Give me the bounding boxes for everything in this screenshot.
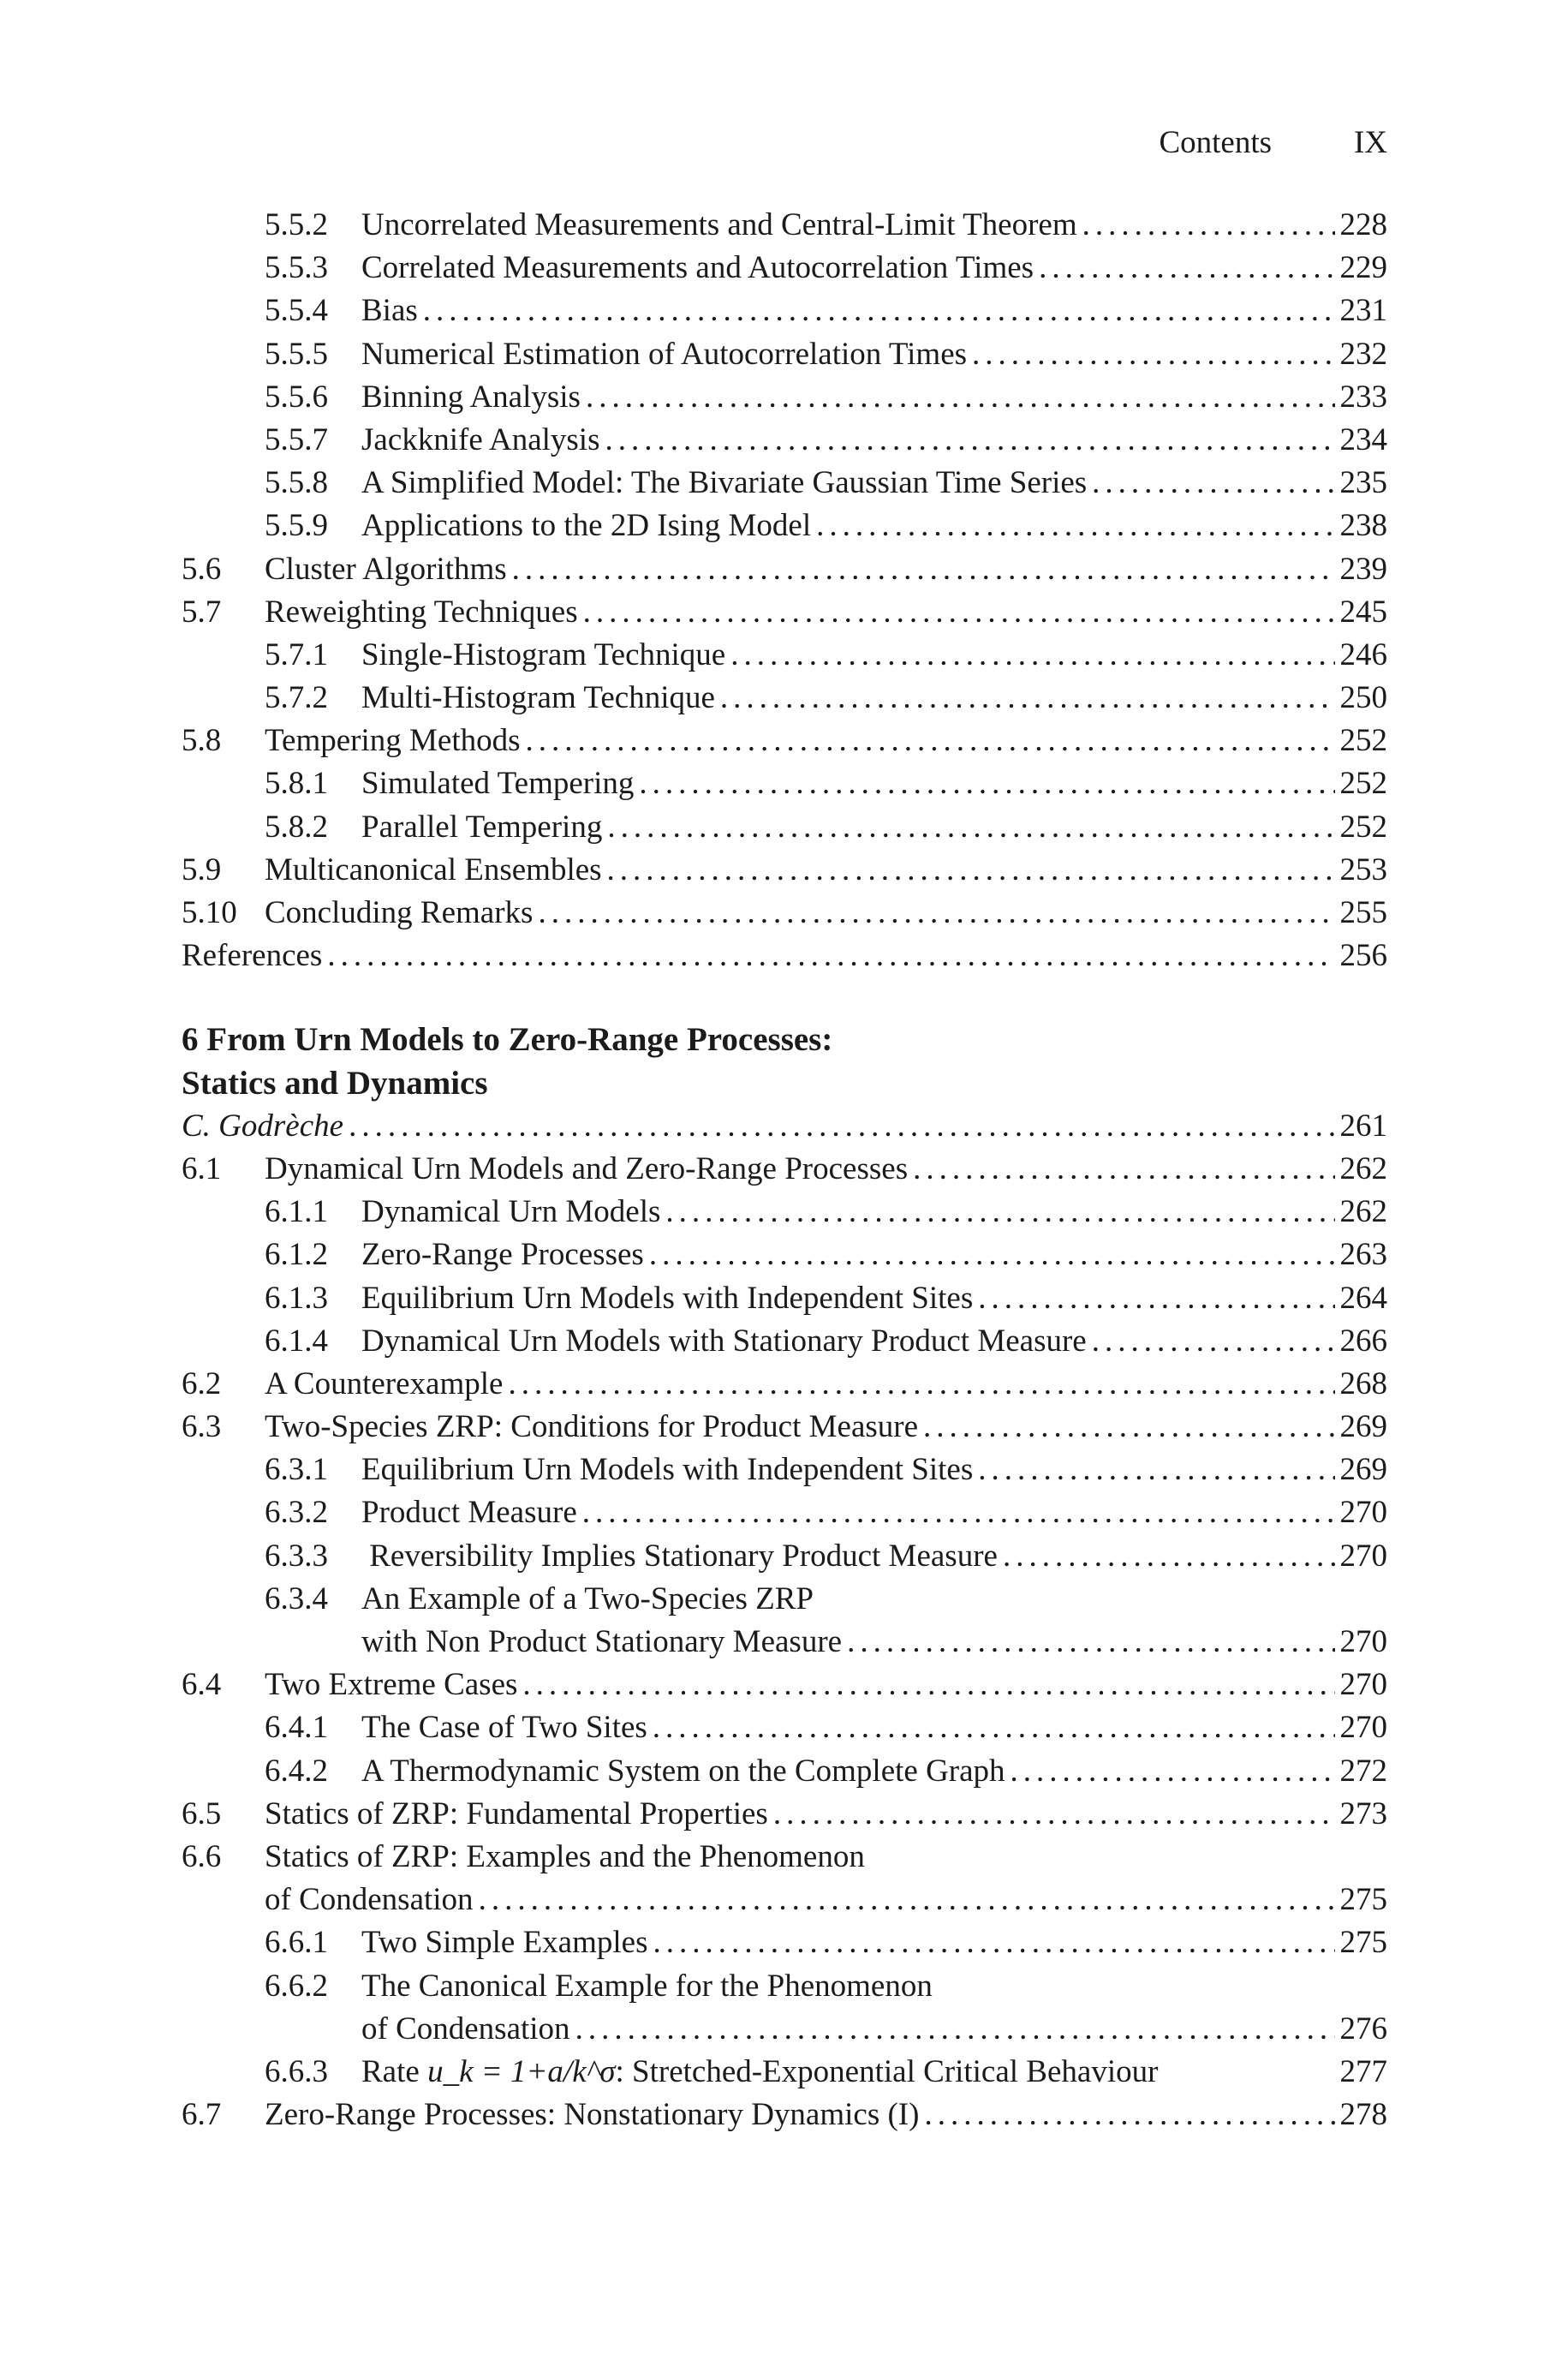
dot-leader [1092,462,1334,505]
toc-entry-title: Tempering Methods [265,723,521,759]
running-header [1028,124,1387,167]
toc-entry-title: Multicanonical Ensembles [265,851,602,887]
dot-leader [913,1148,1334,1191]
toc-entry[interactable] [182,505,1387,547]
toc-entry-page: 255 [1339,895,1387,930]
toc-entry-title: The Canonical Example for the Phenomenon [361,1968,933,2004]
toc-entry-number: 6.3 [182,1409,222,1445]
toc-entry-number: 6.5 [182,1795,222,1831]
toc-entry-number: 6.2 [182,1365,222,1401]
toc-entry-page: 275 [1339,1925,1387,1961]
dot-leader [847,1621,1334,1664]
toc-entry[interactable] [182,333,1387,376]
toc-entry-references[interactable] [182,935,1387,977]
toc-entry-number: 5.5.2 [265,207,328,242]
chapter-spacer [182,977,1387,1019]
toc-entry[interactable] [182,247,1387,290]
toc-entry-page: 233 [1339,379,1387,415]
dot-leader [653,1921,1334,1964]
dot-leader [1039,247,1334,290]
toc-entry[interactable] [182,1965,1387,2008]
toc-entry-page: 262 [1339,1150,1387,1186]
toc-entry-number: 5.10 [182,895,237,930]
toc-entry-number: 6.1 [182,1150,222,1186]
toc-entry[interactable] [182,892,1387,935]
dot-leader [720,677,1335,720]
toc-entry-number: 6.1.4 [265,1323,328,1359]
toc-entry-page: 262 [1339,1194,1387,1230]
toc-entry-title: Dynamical Urn Models [361,1194,661,1230]
chapter-author-entry[interactable] [182,1105,1387,1148]
toc-entry-title: Statics of ZRP: Fundamental Properties [265,1795,768,1831]
toc-entry-number: 5.8 [182,723,222,759]
toc-entry-page: 270 [1339,1495,1387,1531]
toc-entry-page: 235 [1339,465,1387,501]
toc-entry-number: 5.5.8 [265,465,328,501]
dot-leader [730,634,1334,677]
toc-entry-number: 6.4.1 [265,1710,328,1746]
toc-entry-page: 269 [1339,1452,1387,1488]
toc-entry-page: 270 [1339,1710,1387,1746]
dot-leader [1011,1750,1335,1793]
toc-entry[interactable] [182,591,1387,634]
dot-leader [816,505,1334,547]
toc-entry[interactable] [182,806,1387,849]
toc-entry-page: 266 [1339,1323,1387,1359]
toc-entry-title [361,2051,1158,2094]
toc-entry-page: 276 [1339,2011,1387,2046]
toc-entry-number: 5.5.4 [265,293,328,329]
toc-entry-title: Multi-Histogram Technique [361,680,715,716]
toc-entry-number: 6.6.3 [265,2053,328,2089]
toc-entry-number: 6.4 [182,1667,222,1703]
toc-entry-page: 252 [1339,809,1387,845]
toc-entry-page: 245 [1339,594,1387,630]
toc-entry-page: 269 [1339,1409,1387,1445]
toc-entry-number: 5.7.1 [265,636,328,672]
header-page-number: IX [1353,125,1387,160]
toc-entry[interactable] [182,1793,1387,1836]
toc-entry[interactable] [182,2094,1387,2136]
dot-leader [978,1449,1334,1491]
toc-entry-number: 5.6 [182,551,222,587]
toc-entry-title: Cluster Algorithms [265,551,507,587]
toc-entry[interactable] [182,720,1387,762]
toc-entry-page: 250 [1339,680,1387,716]
toc-entry-title: Dynamical Urn Models and Zero-Range Processes [265,1150,909,1186]
toc-entry[interactable] [182,1921,1387,1964]
toc-entry-continuation[interactable] [182,1879,1387,1921]
toc-entry-number: 5.9 [182,851,222,887]
toc-entry-number: 5.5.6 [265,379,328,415]
toc-entry[interactable] [182,1578,1387,1621]
toc-entry-title-continued: of Condensation [361,2011,570,2046]
toc-entry-number: 6.3.1 [265,1452,328,1488]
toc-entry-number: 6.1.2 [265,1237,328,1273]
chapter-author: C. Godrèche [182,1108,344,1144]
toc-entry-title: Bias [361,293,418,329]
toc-entry[interactable] [182,419,1387,462]
dot-leader [327,935,1334,977]
toc-entry[interactable] [182,2051,1387,2094]
toc-entry-title: Zero-Range Processes: Nonstationary Dynamics (I) [265,2097,920,2133]
dot-leader [978,1277,1334,1320]
toc-entry[interactable] [182,1277,1387,1320]
toc-entry-title: Jackknife Analysis [361,421,600,457]
toc-entry[interactable] [182,1234,1387,1276]
toc-entry-title: Reweighting Techniques [265,594,578,630]
dot-leader [586,376,1335,419]
dot-leader [508,1363,1334,1406]
toc-entry-page: 272 [1339,1753,1387,1789]
toc-entry-page: 264 [1339,1280,1387,1316]
toc-entry-title: References [182,938,323,974]
dot-leader [649,1234,1335,1276]
toc-entry-title: Two-Species ZRP: Conditions for Product Measure [265,1409,919,1445]
toc-entry[interactable] [182,634,1387,677]
dot-leader [1082,204,1335,247]
toc-entry[interactable] [182,290,1387,332]
toc-entry-page: 238 [1339,508,1387,544]
toc-entry-page: 256 [1339,938,1387,974]
dot-leader [575,2008,1335,2051]
toc-entry-title: A Counterexample [265,1365,504,1401]
toc-entry[interactable] [182,1191,1387,1234]
toc-entry-number: 6.1.1 [265,1194,328,1230]
toc-entry[interactable] [182,1664,1387,1706]
toc-entry-page: 229 [1339,250,1387,286]
rate-formula: u_k = 1+a/k^σ [427,2053,616,2089]
toc-entry-number: 5.8.2 [265,809,328,845]
dot-leader [605,419,1334,462]
toc-entry-number: 6.7 [182,2097,222,2133]
chapter-title-line-2[interactable]: Statics and Dynamics [182,1064,488,1102]
toc-entry-title: A Thermodynamic System on the Complete Graph [361,1753,1005,1789]
toc-entry[interactable] [182,1535,1387,1578]
dot-leader [923,1406,1334,1449]
toc-entry[interactable] [182,677,1387,720]
toc-entry-title: Zero-Range Processes [361,1237,644,1273]
toc-entry-title: Equilibrium Urn Models with Independent Sites [361,1452,974,1488]
toc-entry-page: 270 [1339,1538,1387,1574]
toc-entry[interactable] [182,1449,1387,1491]
toc-entry-page: 278 [1339,2097,1387,2133]
toc-entry[interactable] [182,1406,1387,1449]
toc-entry-title: A Simplified Model: The Bivariate Gaussian Time Series [361,465,1088,501]
toc-entry-number: 5.5.7 [265,421,328,457]
toc-entry-title: Uncorrelated Measurements and Central-Limit Theorem [361,207,1077,242]
toc-entry[interactable] [182,1363,1387,1406]
toc-entry-page: 268 [1339,1365,1387,1401]
toc-entry[interactable] [182,1148,1387,1191]
toc-entry[interactable] [182,849,1387,892]
toc-entry-page: 253 [1339,851,1387,887]
toc-entry-number: 6.3.3 [265,1538,328,1574]
dot-leader [665,1191,1334,1234]
toc-entry-page: 252 [1339,723,1387,759]
toc-entry[interactable] [182,762,1387,805]
toc-entry-number: 5.7 [182,594,222,630]
toc-entry-title: Parallel Tempering [361,809,603,845]
toc-entry-title: Two Extreme Cases [265,1667,518,1703]
toc-entry-page: 228 [1339,207,1387,242]
toc-entry-title: The Case of Two Sites [361,1710,647,1746]
dot-leader [924,2094,1334,2136]
toc-entry[interactable] [182,548,1387,591]
title-prefix: Rate [361,2053,428,2089]
toc-entry-title: Numerical Estimation of Autocorrelation Times [361,336,968,372]
toc-entry-title: Concluding Remarks [265,895,534,930]
toc-entry-page: 277 [1339,2053,1387,2089]
toc-entry[interactable] [182,1706,1387,1749]
toc-entry-title: Two Simple Examples [361,1925,648,1961]
toc-entry[interactable] [182,1750,1387,1793]
toc-entry-page: 270 [1339,1667,1387,1703]
toc-entry-page: 252 [1339,766,1387,802]
dot-leader [607,849,1335,892]
toc-entry[interactable] [182,376,1387,419]
toc-entry-page: 275 [1339,1882,1387,1918]
dot-leader [607,806,1334,849]
toc-entry-title: Applications to the 2D Ising Model [361,508,812,544]
toc-entry-title: Product Measure [361,1495,577,1531]
toc-entry[interactable] [182,1491,1387,1534]
toc-entry-number: 6.4.2 [265,1753,328,1789]
toc-entry-number: 5.7.2 [265,680,328,716]
toc-entry-page: 239 [1339,551,1387,587]
dot-leader [538,892,1334,935]
toc-entry-number: 6.6.1 [265,1925,328,1961]
toc-entry-page: 263 [1339,1237,1387,1273]
toc-entry-title: An Example of a Two-Species ZRP [361,1580,814,1616]
dot-leader [512,548,1335,591]
toc-entry-number: 5.5.5 [265,336,328,372]
toc-entry-title: Simulated Tempering [361,766,635,802]
toc-entry-page: 273 [1339,1795,1387,1831]
toc-entry[interactable] [182,462,1387,505]
toc-entry-page: 234 [1339,421,1387,457]
toc-entry-title: Equilibrium Urn Models with Independent Sites [361,1280,974,1316]
toc-entry-title: Dynamical Urn Models with Stationary Product Measure [361,1323,1087,1359]
dot-leader [349,1105,1334,1148]
toc-entry[interactable] [182,204,1387,247]
dot-leader [972,333,1334,376]
toc-entry-continuation[interactable] [182,1621,1387,1664]
toc-entry-page: 232 [1339,336,1387,372]
toc-entry-number: 5.5.3 [265,250,328,286]
toc-entry-page: 231 [1339,293,1387,329]
toc-entry-number: 5.8.1 [265,766,328,802]
toc-entry-number: 5.5.9 [265,508,328,544]
toc-entry-number: 6.6.2 [265,1968,328,2004]
dot-leader [423,290,1335,332]
dot-leader [1003,1535,1335,1578]
dot-leader [1092,1320,1335,1363]
toc-entry-title: Reversibility Implies Stationary Product Measure [361,1538,998,1574]
toc-entry-title-continued: of Condensation [265,1882,474,1918]
dot-leader [526,720,1335,762]
toc-entry-title: Statics of ZRP: Examples and the Phenomenon [265,1838,865,1874]
toc-entry-page: 261 [1339,1108,1387,1144]
dot-leader [479,1879,1335,1921]
dot-leader [653,1706,1335,1749]
chapter-title-line-1[interactable]: 6 From Urn Models to Zero-Range Processes: [182,1021,833,1059]
dot-leader [522,1664,1334,1706]
header-title: Contents [1159,125,1272,160]
table-of-contents [182,204,1387,2136]
toc-entry-title-continued: with Non Product Stationary Measure [361,1624,843,1659]
toc-entry[interactable] [182,1836,1387,1879]
toc-entry-title: Correlated Measurements and Autocorrelation Times [361,250,1034,286]
toc-entry-number: 6.3.2 [265,1495,328,1531]
title-suffix: : Stretched-Exponential Critical Behaviour [615,2053,1159,2089]
dot-leader [582,1491,1335,1534]
toc-entry-number: 6.6 [182,1838,222,1874]
toc-entry-number: 6.1.3 [265,1280,328,1316]
toc-entry-title: Single-Histogram Technique [361,636,726,672]
toc-entry-page: 246 [1339,636,1387,672]
toc-entry[interactable] [182,1320,1387,1363]
toc-entry-continuation[interactable] [182,2008,1387,2051]
toc-entry-page: 270 [1339,1624,1387,1659]
dot-leader [773,1793,1335,1836]
toc-entry-title: Binning Analysis [361,379,581,415]
toc-entry-number: 6.3.4 [265,1580,328,1616]
dot-leader [583,591,1335,634]
dot-leader [639,762,1334,805]
